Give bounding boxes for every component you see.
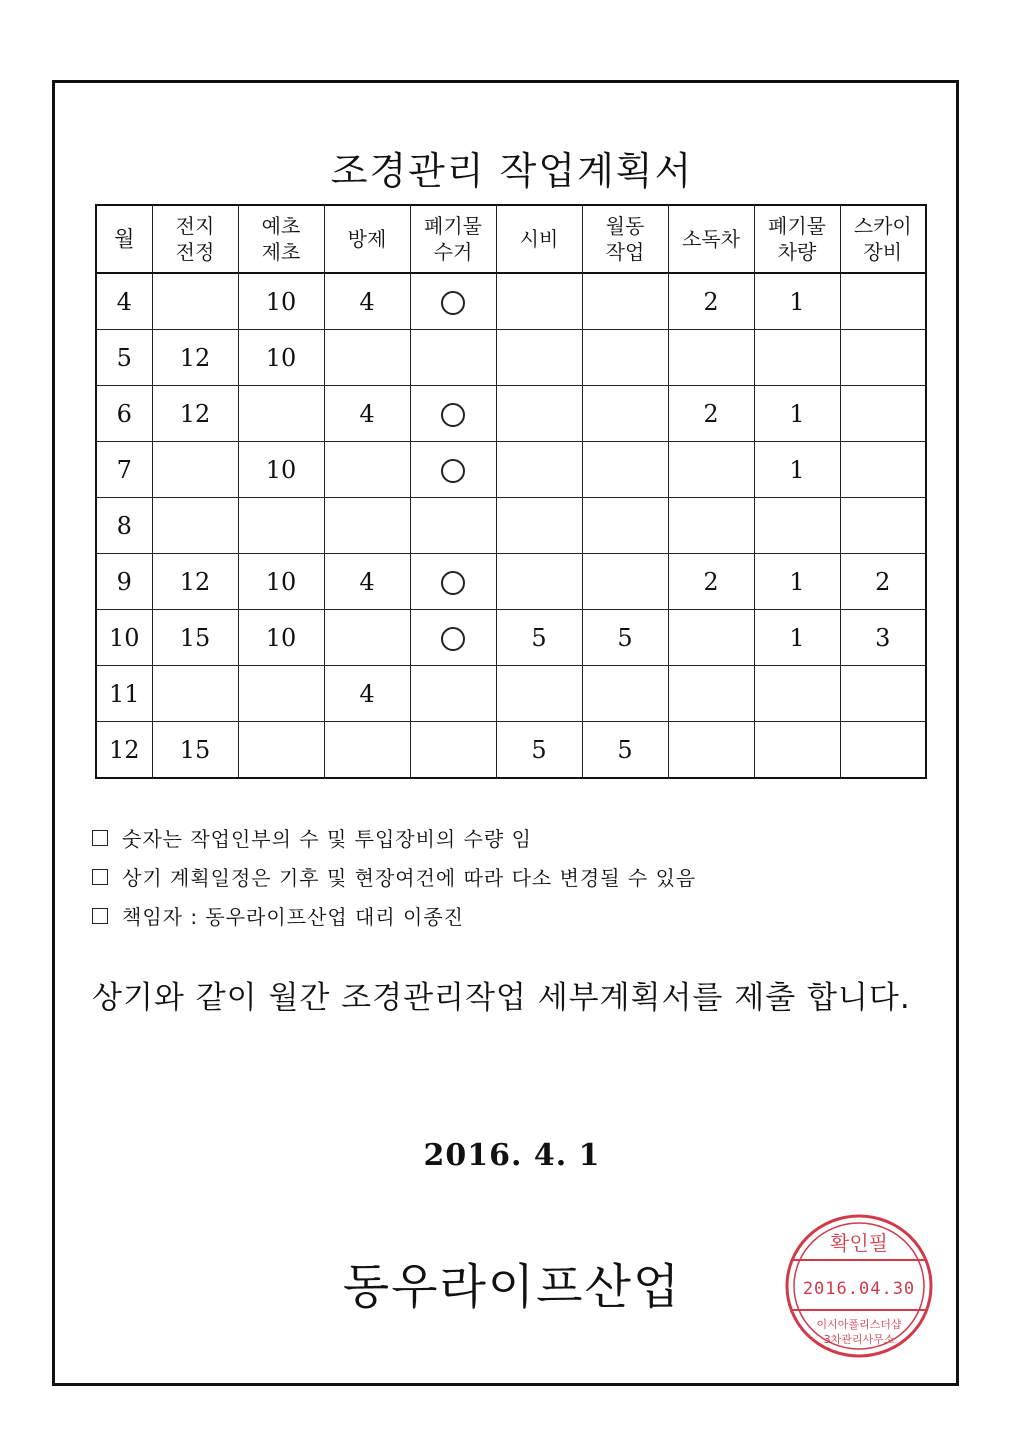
table-cell: 1: [754, 610, 840, 666]
table-cell: 1: [754, 273, 840, 330]
table-row: [96, 330, 926, 386]
table-cell: [582, 442, 668, 498]
month-cell: 9: [96, 554, 152, 610]
table-cell: 10: [238, 610, 324, 666]
table-row: [96, 610, 926, 666]
table-cell: [152, 666, 238, 722]
note-text: 숫자는 작업인부의 수 및 투입장비의 수량 임: [122, 827, 532, 851]
table-cell: 15: [152, 722, 238, 779]
stamp-label: 확인필: [830, 1231, 888, 1255]
table-cell: [410, 273, 496, 330]
submission-statement: 상기와 같이 월간 조경관리작업 세부계획서를 제출 합니다.: [92, 980, 911, 1016]
table-cell: [668, 666, 754, 722]
table-cell: 4: [324, 386, 410, 442]
table-cell: 5: [582, 722, 668, 779]
column-header-line: 방제: [347, 227, 387, 251]
table-cell: [410, 442, 496, 498]
column-header-line: 작업: [605, 240, 645, 264]
table-cell: 4: [324, 273, 410, 330]
table-cell: 2: [840, 554, 926, 610]
table-cell: 2: [668, 386, 754, 442]
table-cell: 5: [496, 610, 582, 666]
month-cell: 8: [96, 498, 152, 554]
table-cell: [410, 610, 496, 666]
table-cell: 1: [754, 442, 840, 498]
column-header-line: 시비: [519, 227, 559, 251]
checkbox-icon: [92, 908, 108, 924]
circle-mark-icon: [441, 291, 465, 315]
note-item: [92, 857, 696, 896]
table-cell: [840, 498, 926, 554]
table-cell: 10: [238, 330, 324, 386]
table-cell: 2: [668, 273, 754, 330]
table-cell: 12: [152, 554, 238, 610]
table-cell: 5: [582, 610, 668, 666]
table-cell: [668, 330, 754, 386]
table-cell: [324, 442, 410, 498]
month-cell: 7: [96, 442, 152, 498]
table-row: [96, 722, 926, 779]
column-header-line: 월동: [605, 214, 645, 238]
table-cell: [496, 666, 582, 722]
table-cell: [152, 273, 238, 330]
circle-mark-icon: [441, 571, 465, 595]
table-cell: [238, 386, 324, 442]
column-header-line: 월: [114, 227, 135, 251]
table-cell: [754, 330, 840, 386]
company-name: 동우라이프산업: [342, 1259, 682, 1315]
work-plan-table: [95, 204, 927, 779]
table-cell: [496, 554, 582, 610]
stamp-date: 2016.04.30: [802, 1279, 916, 1299]
month-cell: 6: [96, 386, 152, 442]
circle-mark-icon: [441, 403, 465, 427]
column-header-line: 전정: [175, 240, 215, 264]
table-cell: 12: [152, 386, 238, 442]
table-cell: 15: [152, 610, 238, 666]
column-header: [238, 205, 324, 273]
column-header: [840, 205, 926, 273]
table-cell: 2: [668, 554, 754, 610]
table-cell: [410, 386, 496, 442]
table-cell: [410, 554, 496, 610]
month-cell: 11: [96, 666, 152, 722]
column-header: [410, 205, 496, 273]
table-cell: [668, 442, 754, 498]
table-cell: [324, 498, 410, 554]
table-cell: [668, 610, 754, 666]
table-cell: [840, 273, 926, 330]
table-cell: [152, 498, 238, 554]
table-header-row: [96, 205, 926, 273]
stamp-org-line1: 이시아폴리스더샵: [816, 1318, 902, 1331]
confirmation-stamp: [783, 1212, 935, 1360]
note-item: [92, 818, 696, 857]
column-header-line: 폐기물: [768, 214, 826, 238]
table-cell: 1: [754, 386, 840, 442]
document-date: 2016. 4. 1: [423, 1138, 601, 1173]
note-text: 상기 계획일정은 기후 및 현장여건에 따라 다소 변경될 수 있음: [122, 866, 697, 890]
column-header-line: 스카이: [853, 214, 912, 238]
table-cell: [754, 498, 840, 554]
column-header: [324, 205, 410, 273]
table-cell: 1: [754, 554, 840, 610]
table-cell: [152, 442, 238, 498]
column-header-line: 폐기물: [424, 214, 482, 238]
table-cell: [840, 722, 926, 779]
column-header: [496, 205, 582, 273]
notes-list: [92, 818, 696, 935]
table-cell: [668, 498, 754, 554]
table-cell: 12: [152, 330, 238, 386]
table-cell: [668, 722, 754, 779]
table-cell: [410, 498, 496, 554]
table-cell: [324, 722, 410, 779]
table-cell: [840, 386, 926, 442]
note-text: 책임자 : 동우라이프산업 대리 이종진: [122, 905, 464, 929]
table-cell: [410, 722, 496, 779]
document-title: 조경관리 작업계획서: [330, 149, 694, 193]
table-cell: 10: [238, 273, 324, 330]
month-cell: 5: [96, 330, 152, 386]
column-header: [96, 205, 152, 273]
table-cell: [238, 666, 324, 722]
column-header-line: 장비: [863, 240, 903, 264]
table-cell: 3: [840, 610, 926, 666]
table-cell: 5: [496, 722, 582, 779]
month-cell: 12: [96, 722, 152, 779]
table-cell: [324, 330, 410, 386]
table-cell: [840, 666, 926, 722]
table-row: [96, 386, 926, 442]
table-cell: [496, 442, 582, 498]
table-cell: [582, 498, 668, 554]
column-header-line: 전지: [175, 214, 215, 238]
column-header-line: 예초: [261, 214, 301, 238]
table-cell: [840, 330, 926, 386]
column-header: [582, 205, 668, 273]
table-cell: [582, 273, 668, 330]
table-cell: 4: [324, 554, 410, 610]
month-cell: 10: [96, 610, 152, 666]
column-header-line: 제초: [261, 240, 301, 264]
column-header-line: 소독차: [682, 227, 740, 251]
stamp-org-line2: 3차관리사무소: [823, 1333, 895, 1346]
table-cell: [582, 330, 668, 386]
table-cell: [410, 330, 496, 386]
column-header: [754, 205, 840, 273]
column-header-line: 차량: [777, 240, 817, 264]
table-cell: 4: [324, 666, 410, 722]
circle-mark-icon: [441, 627, 465, 651]
table-cell: [840, 442, 926, 498]
note-item: [92, 896, 696, 935]
table-row: [96, 498, 926, 554]
table-cell: [754, 722, 840, 779]
checkbox-icon: [92, 830, 108, 846]
column-header-line: 수거: [433, 240, 473, 264]
table-cell: [238, 498, 324, 554]
table-cell: [754, 666, 840, 722]
table-cell: [582, 666, 668, 722]
table-cell: [496, 273, 582, 330]
checkbox-icon: [92, 869, 108, 885]
table-cell: [496, 386, 582, 442]
column-header: [668, 205, 754, 273]
table-cell: 10: [238, 442, 324, 498]
table-row: [96, 442, 926, 498]
table-cell: [582, 386, 668, 442]
table-cell: [582, 554, 668, 610]
table-cell: [410, 666, 496, 722]
table-cell: [324, 610, 410, 666]
month-cell: 4: [96, 273, 152, 330]
table-row: [96, 273, 926, 330]
table-cell: [496, 498, 582, 554]
table-cell: 10: [238, 554, 324, 610]
table-row: [96, 666, 926, 722]
table-cell: [238, 722, 324, 779]
table-cell: [496, 330, 582, 386]
circle-mark-icon: [441, 459, 465, 483]
table-row: [96, 554, 926, 610]
column-header: [152, 205, 238, 273]
